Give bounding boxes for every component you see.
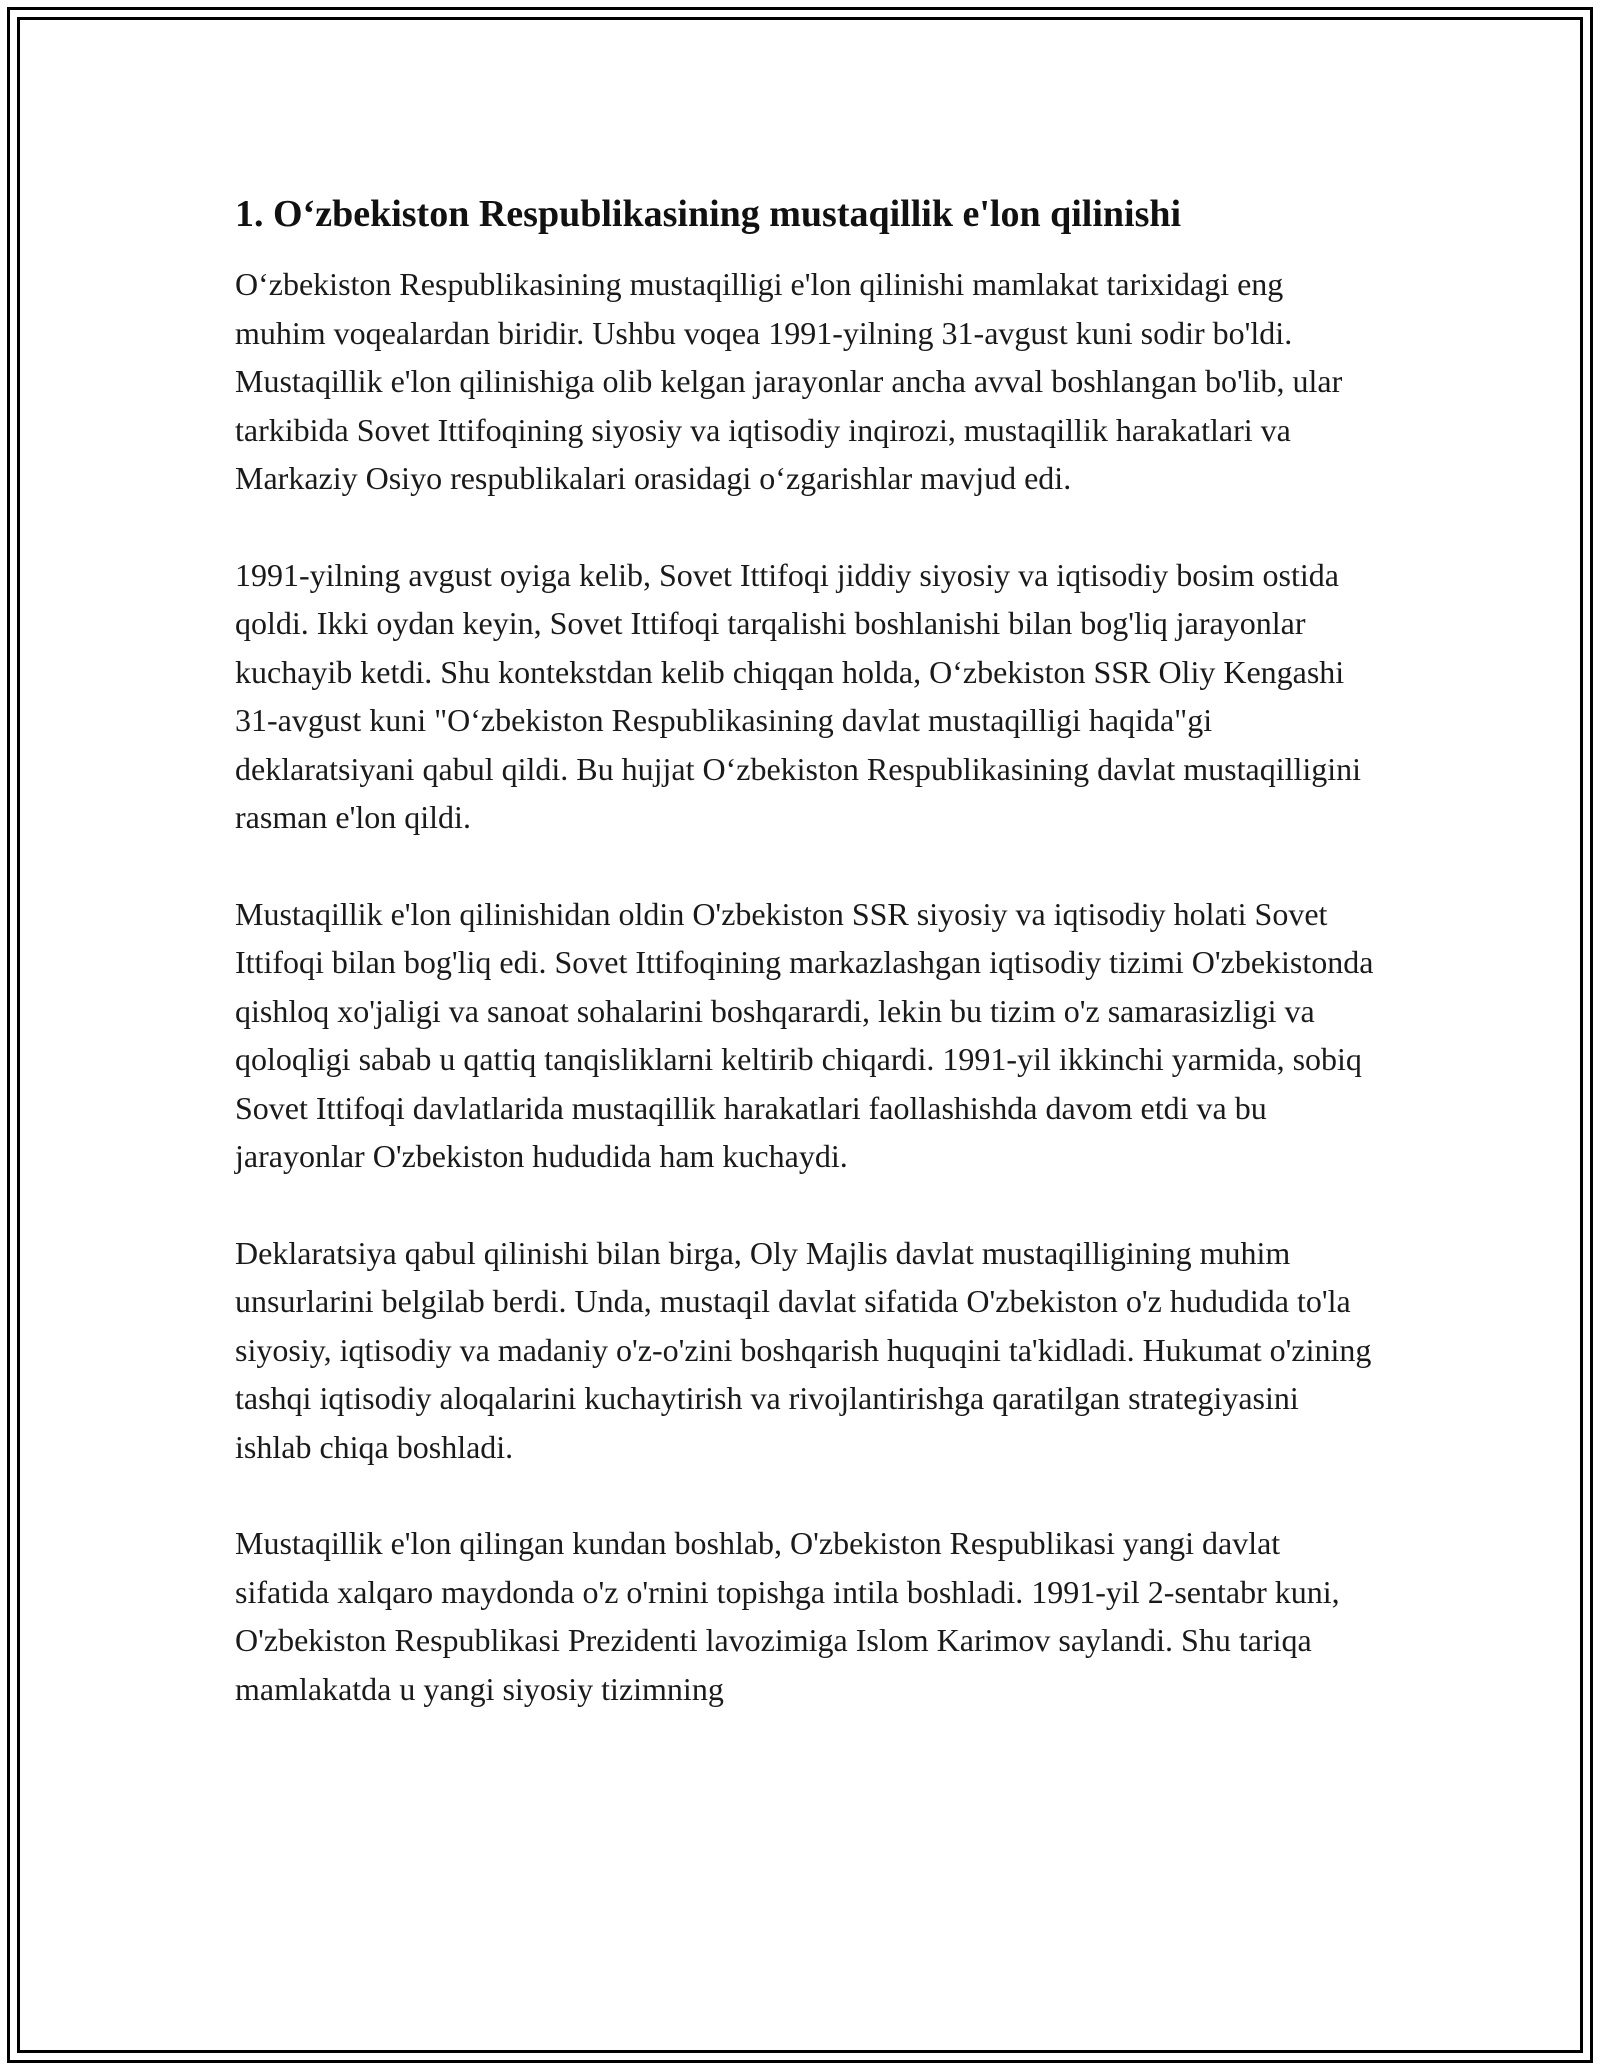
paragraph: 1991-yilning avgust oyiga kelib, Sovet Ittifoqi jiddiy siyosiy va iqtisodiy bosim ostida qoldi. Ikki oydan keyin, Sovet Ittifoqi tarqalishi boshlanishi bilan bog'liq jarayonlar kuchayib ketdi. Shu kontekstdan kelib chiqqan holda, O‘zbekiston SSR Oliy Kengashi 31-avgust kuni "O‘zbekiston Respublikasining davlat mustaqilligi haqida"gi deklaratsiyani qabul qildi. Bu hujjat O‘zbekiston Respublikasining davlat mustaqilligini rasman e'lon qildi. [235, 556, 1362, 835]
paragraph: Mustaqillik e'lon qilingan kundan boshlab, O'zbekiston Respublikasi yangi davlat sifatida xalqaro maydonda o'z o'rnini topishga intila boshladi. 1991-yil 2-sentabr kuni, O'zbekiston Respublikasi Prezidenti lavozimiga Islom Karimov saylandi. Shu tariqa mamlakatda u yangi siyosiy tizimning [235, 1525, 1340, 1707]
paragraph: Deklaratsiya qabul qilinishi bilan birga, Oly Majlis davlat mustaqilligining muhim unsurlarini belgilab berdi. Unda, mustaqil davlat sifatida O'zbekiston o'z hududida to'la siyosiy, iqtisodiy va madaniy o'z-o'zini boshqarish huquqini ta'kidladi. Hukumat o'zining tashqi iqtisodiy aloqalarini kuchaytirish va rivojlantirishga qaratilgan strategiyasini ishlab chiqa boshladi. [235, 1234, 1372, 1465]
paragraph: Mustaqillik e'lon qilinishidan oldin O'zbekiston SSR siyosiy va iqtisodiy holati Sovet Ittifoqi bilan bog'liq edi. Sovet Ittifoqining markazlashgan iqtisodiy tizimi O'zbekistonda qishloq xo'jaligi va sanoat sohalarini boshqarardi, lekin bu tizim o'z samarasizligi va qoloqligi sabab u qattiq tanqisliklarni keltirib chiqardi. 1991-yil ikkinchi yarmida, sobiq Sovet Ittifoqi davlatlarida mustaqillik harakatlari faollashishda davom etdi va bu jarayonlar O'zbekiston hududida ham kuchaydi. [235, 895, 1374, 1174]
document-body [235, 190, 1375, 1761]
paragraph: O‘zbekiston Respublikasining mustaqilligi e'lon qilinishi mamlakat tarixidagi eng muhim voqealardan biridir. Ushbu voqea 1991-yilning 31-avgust kuni sodir bo'ldi. Mustaqillik e'lon qilinishiga olib kelgan jarayonlar ancha avval boshlangan bo'lib, ular tarkibida Sovet Ittifoqining siyosiy va iqtisodiy inqirozi, mustaqillik harakatlari va Markaziy Osiyo respublikalari orasidagi o‘zgarishlar mavjud edi. [235, 266, 1343, 496]
section-heading: 1. O‘zbekiston Respublikasining mustaqillik e'lon qilinishi [235, 193, 1182, 235]
